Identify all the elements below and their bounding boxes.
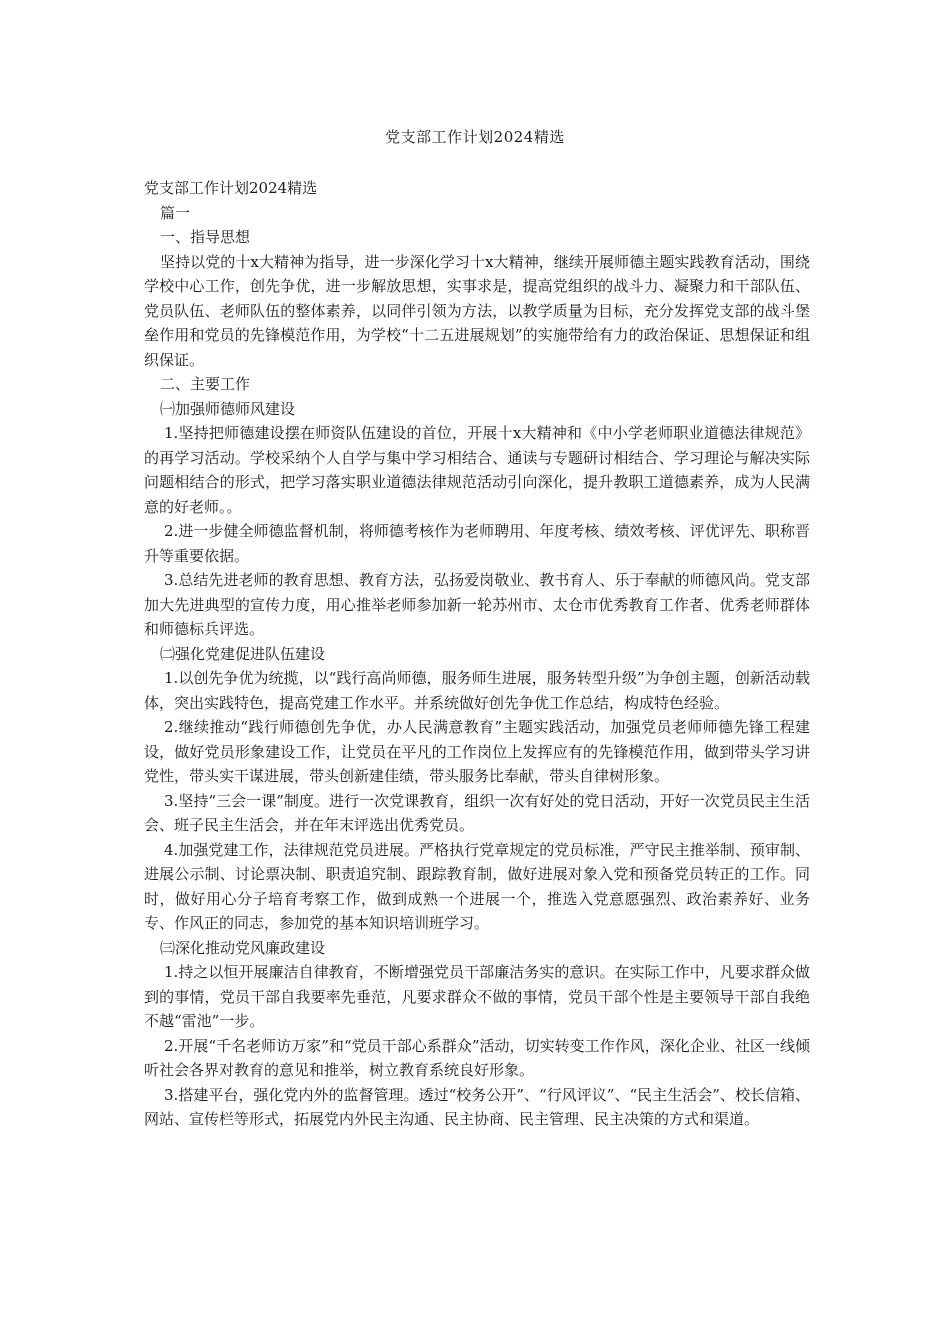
paragraph: 1.持之以恒开展廉洁自律教育，不断增强党员干部廉洁务实的意识。在实际工作中，凡要求群众做到的事情，党员干部自我要率先垂范，凡要求群众不做的事情，党员干部个性是主要领导干部自我绝不越“雷池”一步。 [144,963,810,1030]
paragraph: 3.坚持“三会一课”制度。进行一次党课教育，组织一次有好处的党日活动，开好一次党员民主生活会、班子民主生活会，并在年末评选出优秀党员。 [144,791,810,834]
paragraph: 2.进一步健全师德监督机制，将师德考核作为老师聘用、年度考核、绩效考核、评优评先、职称晋升等重要依据。 [144,522,810,565]
subsection-heading: ㈢深化推动党风廉政建设 [160,938,326,957]
paragraph: 2.开展“千名老师访万家”和“党员干部心系群众”活动，切实转变工作作风，深化企业、社区一线倾听社会各界对教育的意见和推举，树立教育系统良好形象。 [144,1036,810,1079]
paragraph: 坚持以党的十x大精神为指导，进一步深化学习十x大精神，继续开展师德主题实践教育活动，围绕学校中心工作，创先争优，进一步解放思想，实事求是，提高党组织的战斗力、凝聚力和干部队伍、党员队伍、老师队伍的整体素养，以同伴引领为方法，以教学质量为目标，充分发挥党支部的战斗堡垒作用和党员的先锋模范作用，为学校“十二五进展规划”的实施带给有力的政治保证、思想保证和组织保证。 [144,252,810,369]
body-heading: 党支部工作计划2024精选 [144,179,318,197]
section-heading: 一、指导思想 [160,228,251,246]
paragraph: 3.搭建平台，强化党内外的监督管理。透过“校务公开”、“行风评议”、“民主生活会”、校长信箱、网站、宣传栏等形式，拓展党内外民主沟通、民主协商、民主管理、民主决策的方式和渠道。 [144,1085,810,1128]
subsection-heading: ㈡强化党建促进队伍建设 [160,644,326,663]
document-body [144,176,810,1132]
paragraph: 1.坚持把师德建设摆在师资队伍建设的首位，开展十x大精神和《中小学老师职业道德法律规范》的再学习活动。学校采纳个人自学与集中学习相结合、通读与专题研讨相结合、学习理论与解决实际问题相结合的形式，把学习落实职业道德法律规范活动引向深化，提升教职工道德素养，成为人民满意的好老师。。 [144,424,810,516]
section-label: 篇一 [160,203,191,222]
paragraph: 2.继续推动“践行师德创先争优，办人民满意教育”主题实践活动，加强党员老师师德先锋工程建设，做好党员形象建设工作，让党员在平凡的工作岗位上发挥应有的先锋模范作用，做到带头学习讲党性，带头实干谋进展，带头创新建佳绩，带头服务比奉献，带头自律树形象。 [144,718,810,785]
document-title: 党支部工作计划2024精选 [385,128,565,146]
subsection-heading: ㈠加强师德师风建设 [160,399,296,418]
paragraph: 1.以创先争优为统揽，以“践行高尚师德，服务师生进展，服务转型升级”为争创主题，创新活动载体，突出实践特色，提高党建工作水平。并系统做好创先争优工作总结，构成特色经验。 [144,669,810,712]
paragraph: 3.总结先进老师的教育思想、教育方法，弘扬爱岗敬业、教书育人、乐于奉献的师德风尚。党支部加大先进典型的宣传力度，用心推举老师参加新一轮苏州市、太仓市优秀教育工作者、优秀老师群体和师德标兵评选。 [144,571,810,638]
section-heading: 二、主要工作 [160,375,251,393]
paragraph: 4.加强党建工作，法律规范党员进展。严格执行党章规定的党员标准，严守民主推举制、预审制、进展公示制、讨论票决制、职责追究制、跟踪教育制，做好进展对象入党和预备党员转正的工作。同时，做好用心分子培育考察工作，做到成熟一个进展一个，推选入党意愿强烈、政治素养好、业务专、作风正的同志，参加党的基本知识培训班学习。 [144,840,810,932]
